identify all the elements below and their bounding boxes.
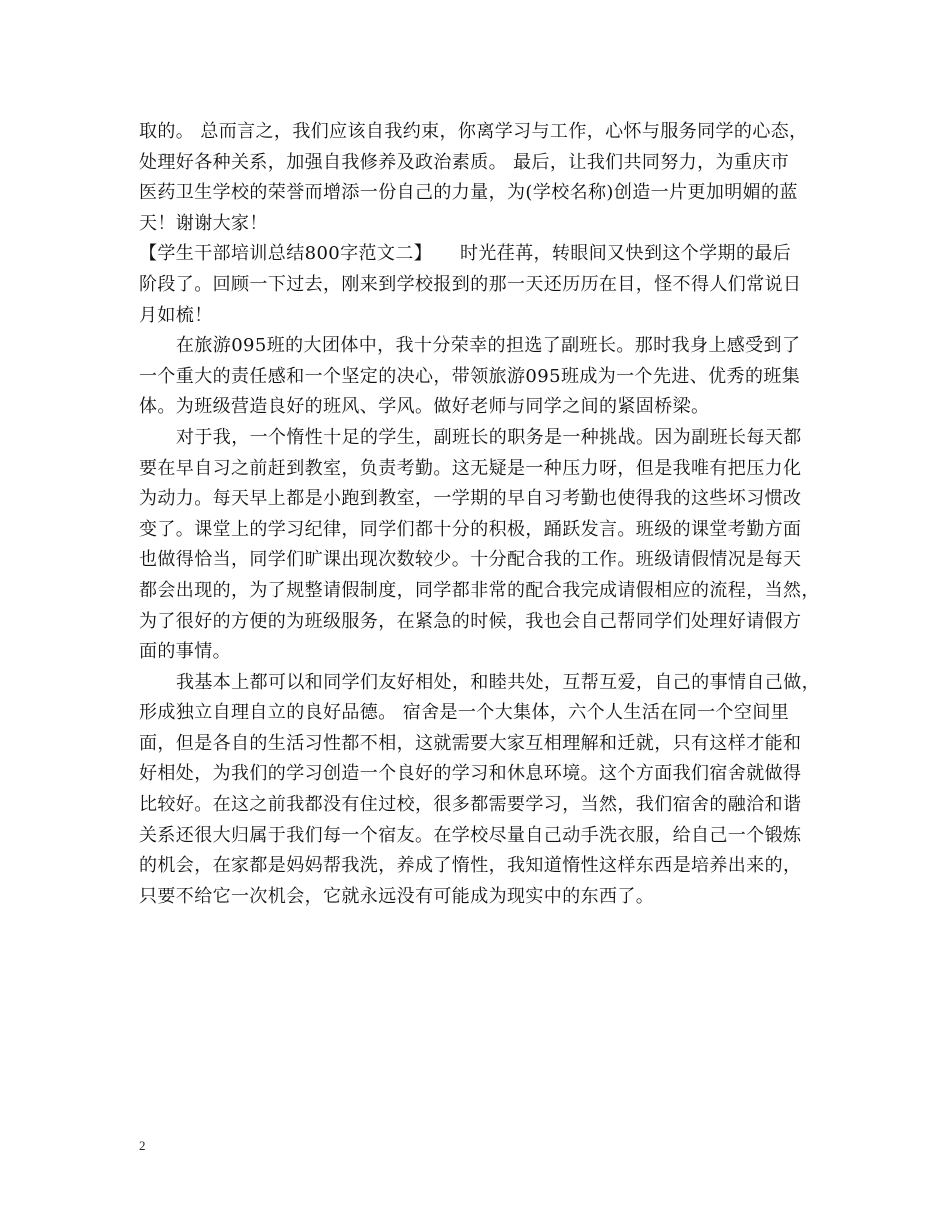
text-line: 的机会，在家都是妈妈帮我洗，养成了惰性，我知道惰性这样东西是培养出来的， bbox=[139, 855, 802, 877]
text-line: 形成独立自理自立的良好品德。 宿舍是一个大集体，六个人生活在同一个空间里 bbox=[139, 702, 790, 724]
text-line: 医药卫生学校的荣誉而增添一份自己的力量，为(学校名称)创造一片更加明媚的蓝 bbox=[139, 182, 798, 204]
text-line: 月如梳！ bbox=[139, 304, 213, 326]
text-line: 为了很好的方便的为班级服务，在紧急的时候，我也会自己帮同学们处理好请假方 bbox=[139, 610, 802, 632]
text-line: 为动力。每天早上都是小跑到教室，一学期的早自习考勤也使得我的这些坏习惯改 bbox=[139, 488, 802, 510]
text-line: 变了。课堂上的学习纪律，同学们都十分的积极，踊跃发言。班级的课堂考勤方面 bbox=[139, 518, 802, 540]
body-text bbox=[139, 117, 839, 912]
section-heading-line: 【学生干部培训总结800字范文二】 时光荏苒，转眼间又快到这个学期的最后 bbox=[139, 243, 792, 265]
text-line: 比较好。在这之前我都没有住过校，很多都需要学习，当然，我们宿舍的融洽和谐 bbox=[139, 794, 802, 816]
text-line: 阶段了。回顾一下过去，刚来到学校报到的那一天还历历在目，怪不得人们常说日 bbox=[139, 273, 802, 295]
text-line: 也做得恰当，同学们旷课出现次数较少。十分配合我的工作。班级请假情况是每天 bbox=[139, 549, 802, 571]
text-line: 要在早自习之前赶到教室，负责考勤。这无疑是一种压力呀，但是我唯有把压力化 bbox=[139, 457, 802, 479]
text-line: 取的。 总而言之，我们应该自我约束，你离学习与工作，心怀与服务同学的心态， bbox=[139, 121, 808, 142]
paragraph-start-line: 在旅游095班的大团体中，我十分荣幸的担选了副班长。那时我身上感受到了 bbox=[176, 335, 801, 357]
text-line: 天！谢谢大家！ bbox=[139, 212, 268, 234]
text-line: 关系还很大归属于我们每一个宿友。在学校尽量自己动手洗衣服，给自己一个锻炼 bbox=[139, 824, 802, 846]
text-line: 面，但是各自的生活习性都不相，这就需要大家互相理解和迁就，只有这样才能和 bbox=[139, 732, 802, 754]
paragraph-start-line: 对于我，一个惰性十足的学生，副班长的职务是一种挑战。因为副班长每天都 bbox=[176, 426, 802, 448]
text-line: 都会出现的，为了规整请假制度，同学都非常的配合我完成请假相应的流程，当然， bbox=[139, 579, 820, 601]
text-line: 只要不给它一次机会，它就永远没有可能成为现实中的东西了。 bbox=[139, 885, 655, 907]
text-line: 面的事情。 bbox=[139, 641, 231, 663]
text-line: 处理好各种关系，加强自我修养及政治素质。 最后，让我们共同努力，为重庆市 bbox=[139, 151, 790, 173]
text-line: 体。为班级营造良好的班风、学风。做好老师与同学之间的紧固桥梁。 bbox=[139, 396, 710, 418]
page-number: 2 bbox=[139, 1138, 146, 1153]
paragraph-start-line: 我基本上都可以和同学们友好相处，和睦共处，互帮互爱，自己的事情自己做， bbox=[176, 671, 820, 693]
text-line: 好相处，为我们的学习创造一个良好的学习和休息环境。这个方面我们宿舍就做得 bbox=[139, 763, 802, 785]
text-line: 一个重大的责任感和一个坚定的决心，带领旅游095班成为一个先进、优秀的班集 bbox=[139, 365, 801, 387]
